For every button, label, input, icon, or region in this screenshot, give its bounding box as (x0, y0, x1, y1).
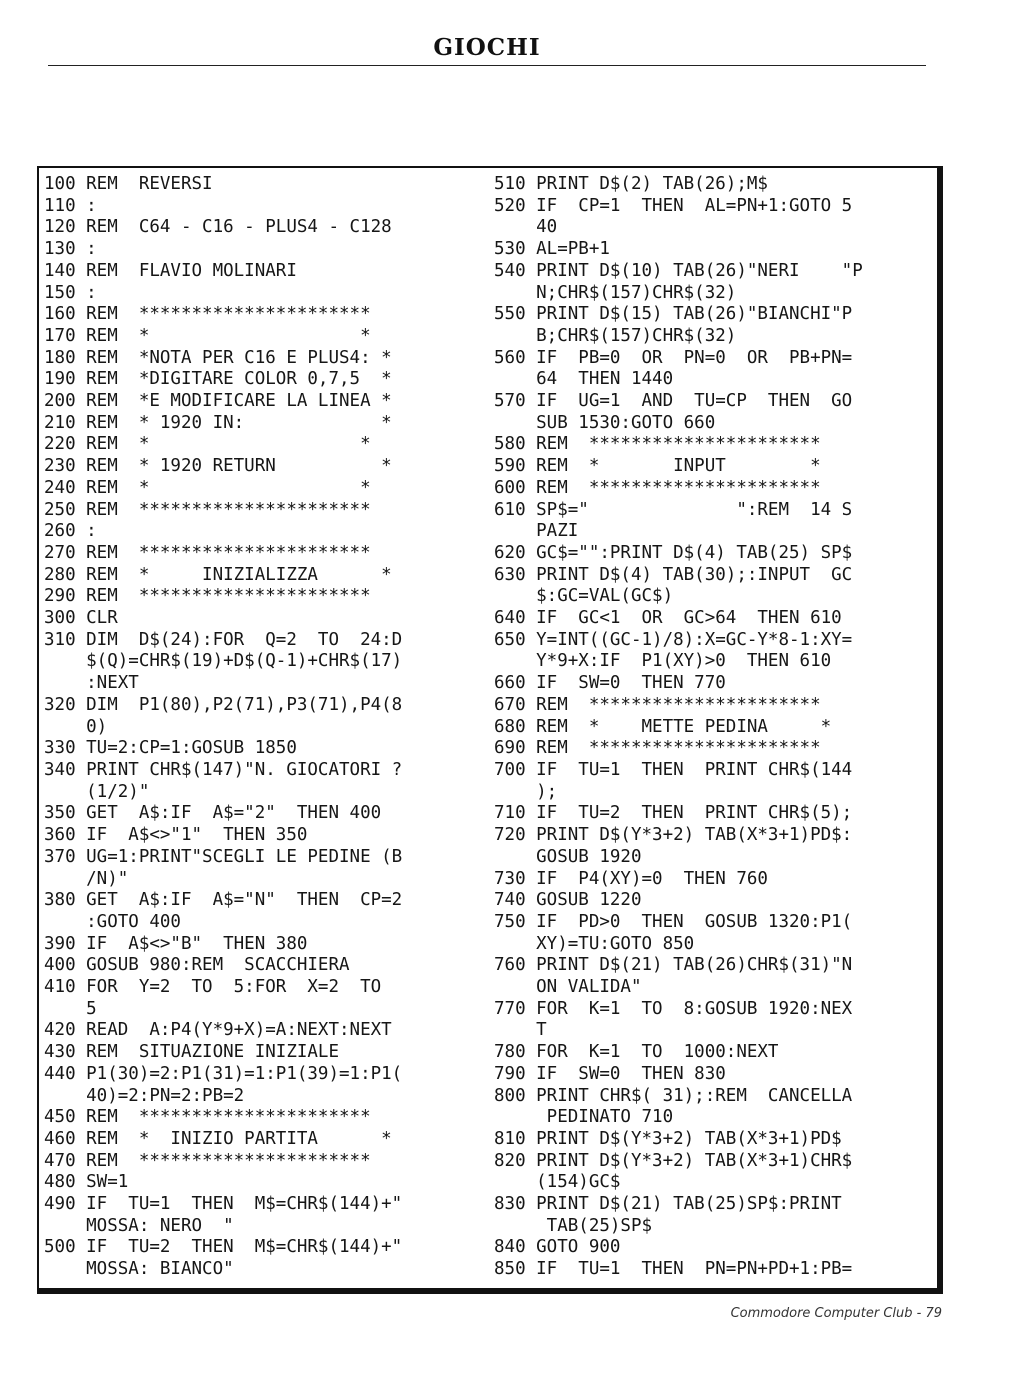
code-line: 310 DIM D$(24):FOR Q=2 TO 24:D (44, 629, 403, 650)
code-line: 760 PRINT D$(21) TAB(26)CHR$(31)"N (494, 955, 853, 976)
code-line: 640 IF GC<1 OR GC>64 THEN 610 (494, 608, 842, 629)
code-line: (154)GC$ (494, 1172, 621, 1193)
code-line: 690 REM ********************** (494, 738, 821, 759)
code-line: 730 IF P4(XY)=0 THEN 760 (494, 868, 768, 889)
code-line: 110 : (44, 195, 97, 216)
code-line: 170 REM * * (44, 325, 371, 346)
code-line: 830 PRINT D$(21) TAB(25)SP$:PRINT (494, 1194, 842, 1215)
code-line: 630 PRINT D$(4) TAB(30);:INPUT GC (494, 564, 853, 585)
code-line: 540 PRINT D$(10) TAB(26)"NERI "P (494, 260, 863, 281)
code-line: GOSUB 1920 (494, 846, 642, 867)
code-line: 300 CLR (44, 608, 118, 629)
code-line: 800 PRINT CHR$( 31);:REM CANCELLA (494, 1085, 853, 1106)
code-line: 550 PRINT D$(15) TAB(26)"BIANCHI"P (494, 304, 853, 325)
code-line: 460 REM * INIZIO PARTITA * (44, 1128, 392, 1149)
code-line: 450 REM ********************** (44, 1107, 371, 1128)
code-line: SUB 1530:GOTO 660 (494, 412, 716, 433)
code-line: 330 TU=2:CP=1:GOSUB 1850 (44, 738, 297, 759)
code-line: N;CHR$(157)CHR$(32) (494, 282, 737, 303)
code-line: B;CHR$(157)CHR$(32) (494, 325, 737, 346)
code-line: 360 IF A$<>"1" THEN 350 (44, 825, 308, 846)
code-line: PAZI (494, 521, 579, 542)
code-line: 390 IF A$<>"B" THEN 380 (44, 933, 308, 954)
code-line: 790 IF SW=0 THEN 830 (494, 1063, 726, 1084)
code-line: 160 REM ********************** (44, 304, 371, 325)
code-line: ON VALIDA" (494, 977, 642, 998)
code-column-left (44, 174, 402, 1281)
code-line: 740 GOSUB 1220 (494, 890, 642, 911)
code-line: 270 REM ********************** (44, 542, 371, 563)
code-line: 580 REM ********************** (494, 434, 821, 455)
page-header: GIOCHI (433, 34, 541, 61)
code-line: 410 FOR Y=2 TO 5:FOR X=2 TO (44, 977, 382, 998)
code-line: $(Q)=CHR$(19)+D$(Q-1)+CHR$(17) (44, 651, 403, 672)
code-line: 190 REM *DIGITARE COLOR 0,7,5 * (44, 369, 392, 390)
code-line: 490 IF TU=1 THEN M$=CHR$(144)+" (44, 1194, 403, 1215)
code-line: PEDINATO 710 (494, 1107, 674, 1128)
code-line: 40)=2:PN=2:PB=2 (44, 1085, 245, 1106)
code-listing-box (37, 166, 943, 1294)
code-line: 710 IF TU=2 THEN PRINT CHR$(5); (494, 803, 853, 824)
code-line: 100 REM REVERSI (44, 174, 213, 194)
code-line: 560 IF PB=0 OR PN=0 OR PB+PN= (494, 347, 853, 368)
code-line: 150 : (44, 282, 97, 303)
code-line: 570 IF UG=1 AND TU=CP THEN GO (494, 391, 853, 412)
code-column-right (494, 174, 863, 1281)
header-rule (48, 65, 926, 66)
code-line: 290 REM ********************** (44, 586, 371, 607)
code-line: 200 REM *E MODIFICARE LA LINEA * (44, 391, 392, 412)
code-line: /N)" (44, 868, 129, 889)
code-line: 0) (44, 716, 108, 737)
code-line: 820 PRINT D$(Y*3+2) TAB(X*3+1)CHR$ (494, 1150, 853, 1171)
code-line: T (494, 1020, 547, 1041)
code-line: 240 REM * * (44, 477, 371, 498)
code-line: 180 REM *NOTA PER C16 E PLUS4: * (44, 347, 392, 368)
code-line: 720 PRINT D$(Y*3+2) TAB(X*3+1)PD$: (494, 825, 853, 846)
code-line: 430 REM SITUAZIONE INIZIALE (44, 1042, 340, 1063)
code-line: 620 GC$="":PRINT D$(4) TAB(25) SP$ (494, 542, 853, 563)
code-line: 250 REM ********************** (44, 499, 371, 520)
code-line: ); (494, 781, 558, 802)
code-line: 660 IF SW=0 THEN 770 (494, 673, 726, 694)
code-line: 5 (44, 998, 97, 1019)
code-line: 400 GOSUB 980:REM SCACCHIERA (44, 955, 350, 976)
code-line: $:GC=VAL(GC$) (494, 586, 674, 607)
code-line: 130 : (44, 239, 97, 260)
code-line: 380 GET A$:IF A$="N" THEN CP=2 (44, 890, 403, 911)
code-line: 850 IF TU=1 THEN PN=PN+PD+1:PB= (494, 1259, 853, 1280)
code-line: TAB(25)SP$ (494, 1215, 653, 1236)
code-line: 220 REM * * (44, 434, 371, 455)
code-line: :NEXT (44, 673, 139, 694)
code-line: MOSSA: NERO " (44, 1215, 234, 1236)
code-line: 370 UG=1:PRINT"SCEGLI LE PEDINE (B (44, 846, 403, 867)
code-line: 470 REM ********************** (44, 1150, 371, 1171)
code-line: 340 PRINT CHR$(147)"N. GIOCATORI ? (44, 759, 403, 780)
code-line: 210 REM * 1920 IN: * (44, 412, 392, 433)
page-footer: Commodore Computer Club - 79 (730, 1306, 942, 1321)
code-line: 140 REM FLAVIO MOLINARI (44, 260, 297, 281)
code-line: 670 REM ********************** (494, 694, 821, 715)
code-line: 840 GOTO 900 (494, 1237, 621, 1258)
code-line: 350 GET A$:IF A$="2" THEN 400 (44, 803, 382, 824)
code-line: 320 DIM P1(80),P2(71),P3(71),P4(8 (44, 694, 403, 715)
code-line: 700 IF TU=1 THEN PRINT CHR$(144 (494, 759, 853, 780)
code-line: 520 IF CP=1 THEN AL=PN+1:GOTO 5 (494, 195, 853, 216)
code-line: 260 : (44, 521, 97, 542)
code-line: 650 Y=INT((GC-1)/8):X=GC-Y*8-1:XY= (494, 629, 853, 650)
code-line: 530 AL=PB+1 (494, 239, 610, 260)
code-line: 590 REM * INPUT * (494, 456, 821, 477)
code-line: 770 FOR K=1 TO 8:GOSUB 1920:NEX (494, 998, 853, 1019)
code-line: 280 REM * INIZIALIZZA * (44, 564, 392, 585)
code-line: 64 THEN 1440 (494, 369, 674, 390)
code-line: 600 REM ********************** (494, 477, 821, 498)
code-line: 500 IF TU=2 THEN M$=CHR$(144)+" (44, 1237, 403, 1258)
code-line: 750 IF PD>0 THEN GOSUB 1320:P1( (494, 911, 853, 932)
code-line: 480 SW=1 (44, 1172, 129, 1193)
code-line: 40 (494, 217, 558, 238)
code-line: 440 P1(30)=2:P1(31)=1:P1(39)=1:P1( (44, 1063, 403, 1084)
code-line: 610 SP$=" ":REM 14 S (494, 499, 853, 520)
code-line: (1/2)" (44, 781, 150, 802)
code-line: XY)=TU:GOTO 850 (494, 933, 695, 954)
code-line: 230 REM * 1920 RETURN * (44, 456, 392, 477)
code-line: 810 PRINT D$(Y*3+2) TAB(X*3+1)PD$ (494, 1128, 842, 1149)
code-line: :GOTO 400 (44, 911, 181, 932)
code-line: 680 REM * METTE PEDINA * (494, 716, 832, 737)
code-line: 780 FOR K=1 TO 1000:NEXT (494, 1042, 779, 1063)
code-line: 510 PRINT D$(2) TAB(26);M$ (494, 174, 768, 194)
code-line: 120 REM C64 - C16 - PLUS4 - C128 (44, 217, 392, 238)
code-line: Y*9+X:IF P1(XY)>0 THEN 610 (494, 651, 832, 672)
code-line: 420 READ A:P4(Y*9+X)=A:NEXT:NEXT (44, 1020, 392, 1041)
code-line: MOSSA: BIANCO" (44, 1259, 234, 1280)
